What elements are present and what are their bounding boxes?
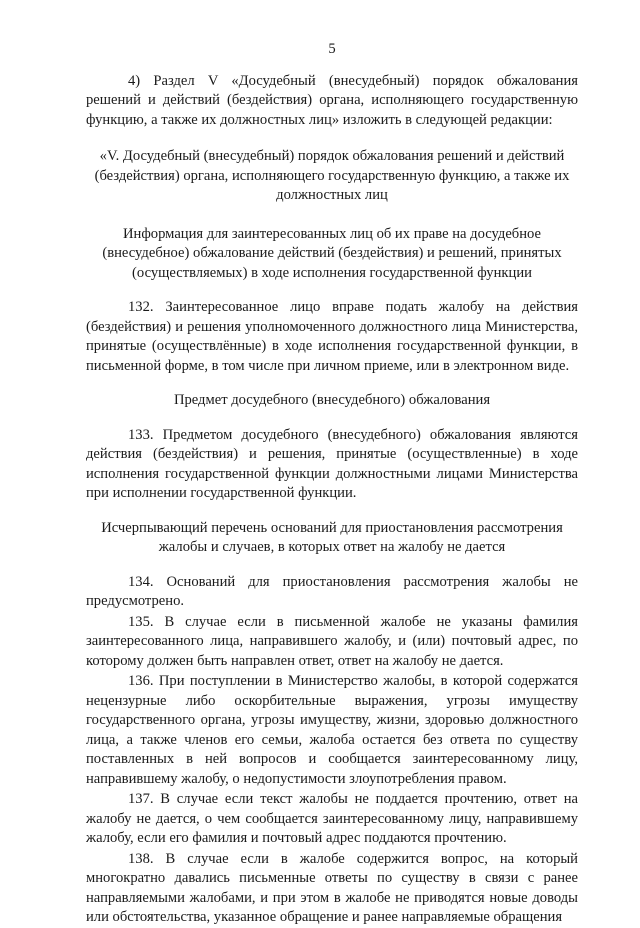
page-number: 5: [328, 41, 336, 57]
paragraph-135: 135. В случае если в письменной жалобе не указаны фамилия заинтересованного лица, направившего жалобу, и (или) почтовый адрес, по которому должен быть направлен ответ, ответ на жалобу не дается.: [86, 613, 578, 669]
paragraph-138: 138. В случае если в жалобе содержится вопрос, на который многократно давались письменные ответы по существу в связи с ранее направляемыми жалобами, и при этом в жалобе не приводятся новые доводы или обстоятельства, указанное обращение и ранее направляемые обращения: [86, 850, 578, 925]
paragraph-132: 132. Заинтересованное лицо вправе подать жалобу на действия (бездействия) и решения уполномоченного должностного лица Министерства, принятые (осуществлённые) в ходе исполнения государственной функции, в письменной форме, в том числе при личном приеме, или в электронном виде.: [86, 299, 578, 374]
paragraph-136: 136. При поступлении в Министерство жалобы, в которой содержатся нецензурные либо оскорбительные выражения, угрозы имуществу государственного органа, угрозы имуществу, жизни, здоровью должностного лица, а также членов его семьи, жалоба остается без ответа по существу поставленных в ней вопросов и сообщается заинтересованному лицу, направившему жалобу, о недопустимости злоупотребления правом.: [86, 673, 578, 787]
paragraph-137: 137. В случае если текст жалобы не поддается прочтению, ответ на жалобу не дается, о чем сообщается заинтересованному лицу, направившему жалобу, если его фамилия и почтовый адрес поддаются прочтению.: [86, 791, 578, 846]
heading-grounds: Исчерпывающий перечень оснований для приостановления рассмотрения жалобы и случаев, в которых ответ на жалобу не дается: [101, 519, 563, 555]
paragraph-133: 133. Предметом досудебного (внесудебного) обжалования являются действия (бездействия) и решения, принятые (осуществленные) в ходе исполнения государственной функции должностными лицами Министерства при исполнении государственной функции.: [86, 426, 578, 501]
intro-paragraph: 4) Раздел V «Досудебный (внесудебный) порядок обжалования решений и действий (бездействия) органа, исполняющего государственную функцию, а также их должностных лиц» изложить в следующей редакции:: [86, 72, 578, 128]
paragraph-134: 134. Оснований для приостановления рассмотрения жалобы не предусмотрено.: [86, 573, 578, 609]
section-title: «V. Досудебный (внесудебный) порядок обжалования решений и действий (бездействия) органа, исполняющего государственную функцию, а также их должностных лиц: [94, 148, 570, 203]
heading-subject: Предмет досудебного (внесудебного) обжалования: [173, 392, 491, 408]
heading-info: Информация для заинтересованных лиц об их праве на досудебное (внесудебное) обжалование действий (бездействия) и решений, принятых (осуществляемых) в ходе исполнения государственной функции: [102, 225, 562, 281]
